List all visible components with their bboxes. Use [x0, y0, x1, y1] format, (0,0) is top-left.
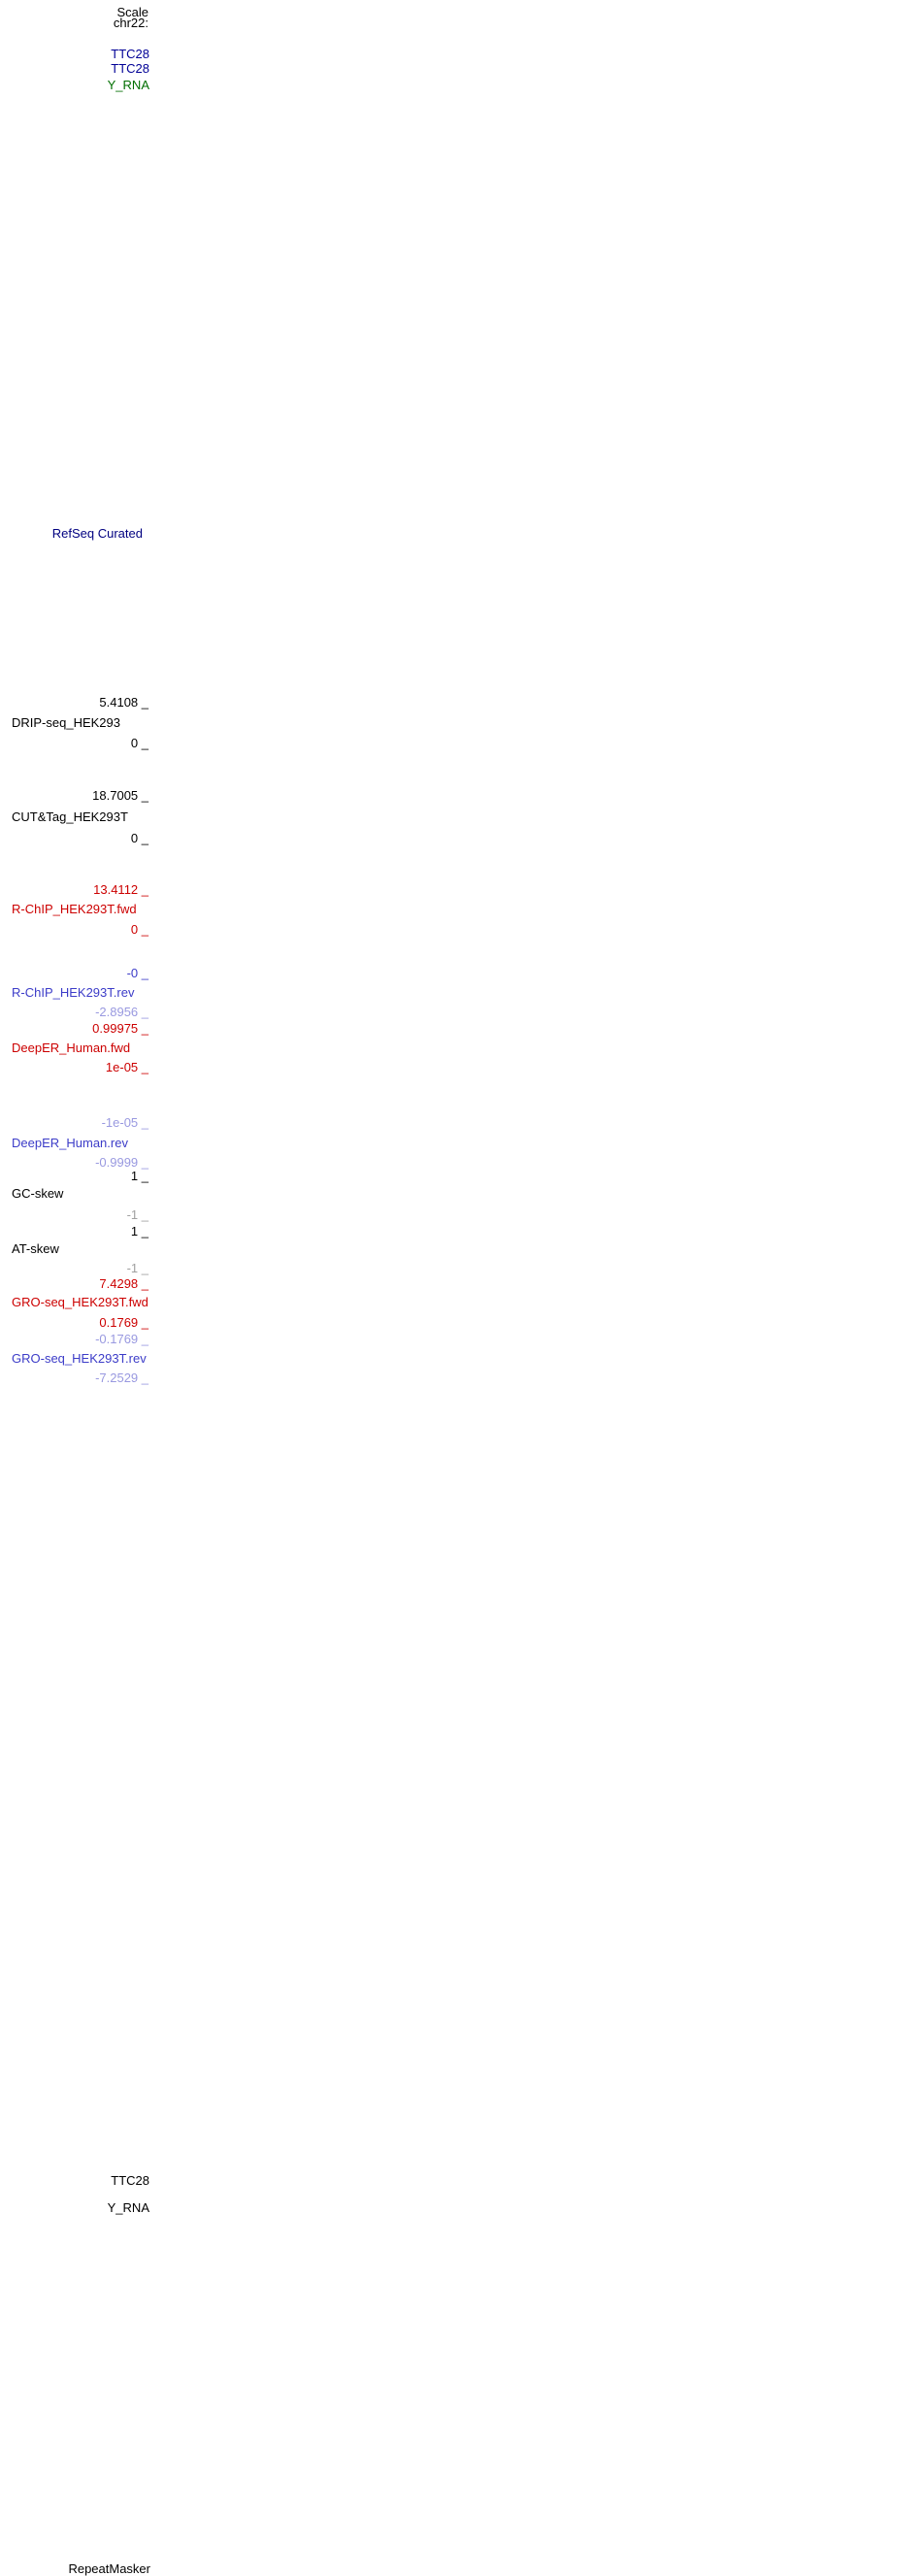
gene-label-ttc28-2[interactable]: TTC28 [111, 61, 149, 76]
track-min-value: -1 _ [126, 1207, 148, 1222]
track-name-deeper-human-rev[interactable]: DeepER_Human.rev [12, 1136, 128, 1150]
gene-label-ttc28[interactable]: TTC28 [111, 47, 149, 61]
track-name-r-chip-hek293t-rev[interactable]: R-ChIP_HEK293T.rev [12, 985, 135, 1000]
track-min-value: -7.2529 _ [95, 1371, 148, 1385]
track-max-value: 0.99975 _ [92, 1021, 148, 1036]
track-min-value: -2.8956 _ [95, 1005, 148, 1019]
track-max-value: -1e-05 _ [101, 1115, 148, 1130]
track-max-value: 1 _ [130, 1169, 148, 1183]
track-min-value: 1e-05 _ [105, 1060, 148, 1074]
track-max-value: 1 _ [130, 1224, 148, 1238]
track-max-value: 13.4112 _ [93, 882, 148, 897]
track-label-refseq-curated[interactable]: RefSeq Curated [51, 526, 143, 541]
track-name-gro-seq-hek293t-rev[interactable]: GRO-seq_HEK293T.rev [12, 1351, 147, 1366]
track-min-value: 0 _ [130, 922, 148, 937]
position-label: chr22: [113, 16, 148, 30]
track-name-r-chip-hek293t-fwd[interactable]: R-ChIP_HEK293T.fwd [12, 902, 137, 916]
track-min-value: -0.9999 _ [95, 1155, 148, 1170]
track-name-cut-tag-hek293t[interactable]: CUT&Tag_HEK293T [12, 809, 128, 824]
track-name-gro-seq-hek293t-fwd[interactable]: GRO-seq_HEK293T.fwd [12, 1295, 148, 1309]
gene-label-y-rna-bottom[interactable]: Y_RNA [107, 2200, 149, 2215]
track-min-value: -1 _ [126, 1261, 148, 1275]
track-name-deeper-human-fwd[interactable]: DeepER_Human.fwd [12, 1040, 131, 1055]
track-max-value: 5.4108 _ [99, 695, 148, 710]
track-name-drip-seq-hek293[interactable]: DRIP-seq_HEK293 [12, 715, 120, 730]
scale-label: Scale [116, 5, 148, 19]
gene-label-ttc28-bottom[interactable]: TTC28 [111, 2173, 149, 2188]
track-label-repeatmasker[interactable]: RepeatMasker [68, 2561, 150, 2576]
track-name-gc-skew[interactable]: GC-skew [12, 1186, 64, 1201]
track-max-value: -0.1769 _ [95, 1332, 148, 1346]
track-max-value: 7.4298 _ [99, 1276, 148, 1291]
track-name-at-skew[interactable]: AT-skew [12, 1241, 59, 1256]
track-max-value: 18.7005 _ [92, 788, 148, 803]
track-max-value: -0 _ [126, 966, 148, 980]
track-min-value: 0.1769 _ [99, 1315, 148, 1330]
track-min-value: 0 _ [130, 736, 148, 750]
gene-label-y-rna[interactable]: Y_RNA [107, 78, 149, 92]
track-min-value: 0 _ [130, 831, 148, 845]
